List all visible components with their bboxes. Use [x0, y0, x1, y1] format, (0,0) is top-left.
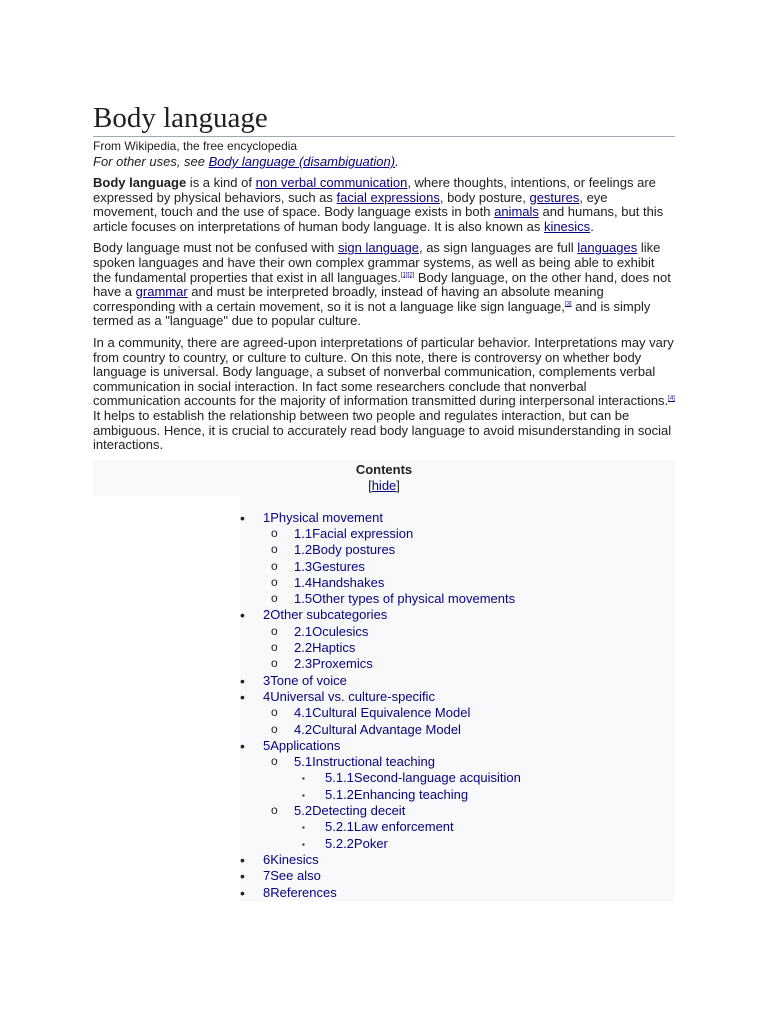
toc-number: 5.1.2 [325, 786, 354, 802]
site-tagline: From Wikipedia, the free encyclopedia [93, 139, 298, 153]
list-bullet: • [240, 672, 245, 689]
toc-number: 1.4 [294, 574, 313, 590]
list-bullet: o [271, 721, 278, 736]
toc-number: 6 [263, 851, 271, 867]
toc-item-4-1[interactable] [240, 705, 675, 721]
toc-number: 5.1.1 [325, 770, 354, 786]
toc-label: Kinesics [270, 851, 319, 867]
toc-item-8[interactable] [240, 885, 675, 901]
toc-number: 5 [263, 737, 271, 753]
text: It helps to establish the relationship between two people and regulates interaction, but can be ambiguous. Hence, it is crucial to accurately read body language to avoid misunderstanding in social interactions. [93, 407, 672, 453]
toc-number: 4 [263, 688, 271, 704]
toc-number: 4.1 [294, 705, 313, 721]
toc-number: 2 [263, 607, 271, 623]
intro-paragraph-1 [93, 176, 675, 234]
toc-number: 5.2.2 [325, 835, 354, 851]
toc-number: 5.2.1 [325, 819, 354, 835]
toc-number: 4.2 [294, 721, 313, 737]
list-bullet: • [240, 884, 245, 901]
list-bullet: • [240, 868, 245, 885]
text: , where thoughts, intentions, or feelings are expressed by physical behaviors, such as [93, 175, 656, 205]
toc-item-3[interactable] [240, 673, 675, 689]
toc-title: Contents [355, 461, 413, 477]
list-bullet: • [240, 607, 245, 624]
list-bullet: • [240, 509, 245, 526]
toc-hide-button[interactable]: hide [371, 477, 397, 493]
citation-4[interactable]: [4] [668, 395, 675, 402]
toc-item-5-1-1[interactable] [240, 770, 675, 786]
bold-term: Body language [93, 175, 187, 190]
article [93, 100, 675, 901]
table-of-contents [93, 460, 675, 901]
list-bullet: • [240, 851, 245, 868]
text: . [590, 218, 594, 234]
toc-item-1-2[interactable] [240, 542, 675, 558]
text: like spoken languages and have their own complex grammar systems, as well as being able to exhibit the fundamental properties that exist in all languages. [93, 240, 661, 285]
toc-item-4-2[interactable] [240, 722, 675, 738]
toc-number: 3 [263, 672, 271, 688]
toc-item-5-1-2[interactable] [240, 787, 675, 803]
toc-number: 7 [263, 868, 271, 884]
list-bullet: o [271, 705, 278, 720]
list-bullet: ▪ [302, 839, 305, 849]
list-bullet: o [271, 574, 278, 589]
list-bullet: o [271, 754, 278, 769]
toc-label: Detecting deceit [312, 803, 406, 819]
toc-label: Poker [353, 835, 388, 851]
toc-label: Cultural Advantage Model [312, 721, 461, 737]
link-sign-language[interactable]: sign language [338, 240, 419, 256]
toc-item-2[interactable] [240, 607, 675, 623]
intro-paragraph-3 [93, 336, 675, 453]
toc-number: 2.2 [294, 640, 313, 656]
list-bullet: ▪ [302, 823, 305, 833]
list-bullet: o [271, 623, 278, 638]
bracket: [ [368, 477, 372, 493]
disambiguation-link[interactable]: Body language (disambiguation) [208, 154, 396, 169]
hatnote [93, 154, 675, 170]
toc-item-1-1[interactable] [240, 526, 675, 542]
toc-list [240, 496, 675, 901]
list-bullet: ▪ [302, 790, 305, 800]
toc-label: Other types of physical movements [312, 591, 516, 607]
text: and must be interpreted broadly, instead of having an absolute meaning corresponding with a certain movement, so it is not a language like sign language, [93, 284, 604, 314]
text: and is simply termed as a "language" due to popular culture. [93, 298, 651, 329]
toc-item-4[interactable] [240, 689, 675, 705]
toc-number: 1.5 [294, 591, 313, 607]
toc-label: Instructional teaching [312, 754, 435, 770]
link-non-verbal-communication[interactable]: non verbal communication [255, 175, 408, 190]
toc-item-7[interactable] [240, 868, 675, 884]
toc-item-1-5[interactable] [240, 591, 675, 607]
list-bullet: • [240, 688, 245, 705]
toc-item-5-2-1[interactable] [240, 819, 675, 835]
toc-number: 1 [263, 509, 271, 525]
toc-item-2-1[interactable] [240, 624, 675, 640]
list-bullet: o [271, 656, 278, 671]
toc-number: 5.2 [294, 803, 313, 819]
toc-number: 1.3 [294, 558, 313, 574]
toc-label: References [270, 884, 337, 900]
toc-label: Physical movement [270, 509, 383, 525]
toc-number: 2.1 [294, 623, 313, 639]
toc-number: 2.3 [294, 656, 313, 672]
toc-item-1-3[interactable] [240, 559, 675, 575]
link-grammar[interactable]: grammar [135, 284, 188, 300]
text: and humans, but this article focuses on interpretations of human body language. It is also known as [93, 204, 664, 234]
toc-item-2-2[interactable] [240, 640, 675, 656]
toc-label: Enhancing teaching [353, 786, 469, 802]
toc-label: Universal vs. culture-specific [270, 688, 435, 704]
text: Body language, on the other hand, does not have a [93, 269, 671, 300]
toc-label: Tone of voice [270, 672, 347, 688]
text: is a kind of [186, 175, 256, 190]
toc-number: 5.1 [294, 754, 313, 770]
list-bullet: o [271, 525, 278, 540]
toc-toggle [93, 478, 675, 496]
citation-1-2[interactable]: [1][2] [400, 272, 415, 279]
hatnote-prefix: For other uses, see [93, 154, 209, 169]
text: In a community, there are agreed-upon interpretations of particular behavior. Interpretations may vary from country to country, or culture to culture. On this note, there is controversy on whether body language is universal. Body language, a subset of nonverbal communication, complements verbal communication in social interaction. In fact some researchers conclude that nonverbal communication accounts for the majority of information transmitted during interpersonal interactions. [93, 334, 674, 409]
text: Body language must not be confused with [93, 240, 338, 256]
toc-label: Other subcategories [270, 607, 388, 623]
toc-item-5-2-2[interactable] [240, 836, 675, 852]
toc-label: Proxemics [312, 656, 373, 672]
list-bullet: o [271, 803, 278, 818]
toc-label: Body postures [312, 542, 396, 558]
toc-body [93, 496, 675, 901]
list-bullet: ▪ [302, 774, 305, 784]
hatnote-suffix: . [395, 154, 399, 169]
toc-number: 1.1 [294, 525, 313, 541]
link-facial-expressions[interactable]: facial expressions [336, 189, 440, 205]
toc-label: Cultural Equivalence Model [312, 705, 471, 721]
link-gestures[interactable]: gestures [529, 189, 580, 205]
toc-item-5-2[interactable] [240, 803, 675, 819]
toc-item-5-1[interactable] [240, 754, 675, 770]
toc-label: Gestures [312, 558, 365, 574]
toc-label: Law enforcement [353, 819, 454, 835]
toc-number: 8 [263, 884, 271, 900]
toc-label: See also [270, 868, 321, 884]
text: , eye movement, touch and the use of space. Body language exists in both [93, 189, 608, 220]
toc-label: Second-language acquisition [353, 770, 521, 786]
toc-item-5[interactable] [240, 738, 675, 754]
list-bullet: o [271, 591, 278, 606]
text: , as sign languages are full [418, 240, 578, 256]
citation-3[interactable]: [3] [564, 301, 572, 308]
link-kinesics[interactable]: kinesics [543, 218, 591, 234]
toc-label: Applications [270, 737, 341, 753]
intro-paragraph-2 [93, 241, 675, 329]
list-bullet: • [240, 737, 245, 754]
toc-item-1-4[interactable] [240, 575, 675, 591]
link-animals[interactable]: animals [494, 204, 539, 220]
list-bullet: o [271, 640, 278, 655]
link-languages[interactable]: languages [577, 240, 638, 256]
list-bullet: o [271, 558, 278, 573]
toc-label: Oculesics [312, 623, 369, 639]
page-title: Body language [93, 100, 675, 137]
toc-item-1[interactable] [240, 510, 675, 526]
list-bullet: o [271, 542, 278, 557]
toc-number: 1.2 [294, 542, 313, 558]
toc-label: Handshakes [312, 574, 385, 590]
toc-label: Haptics [312, 640, 356, 656]
toc-label: Facial expression [312, 525, 414, 541]
toc-item-6[interactable] [240, 852, 675, 868]
text: , body posture, [439, 189, 530, 205]
toc-item-2-3[interactable] [240, 656, 675, 672]
bracket: ] [396, 477, 400, 493]
